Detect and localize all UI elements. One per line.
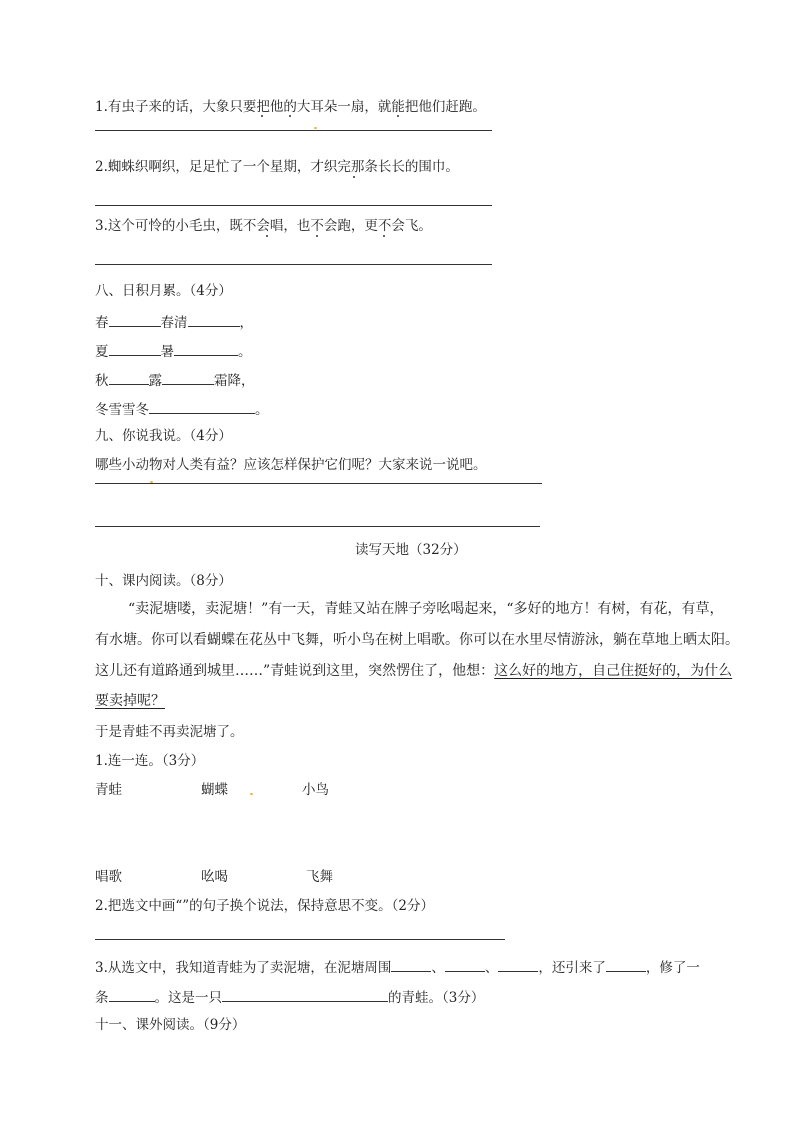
s8-r1b: 春清: [160, 315, 188, 331]
answer-line[interactable]: [95, 939, 505, 940]
fill-blank[interactable]: [188, 312, 240, 327]
s10-q4-c: 的青蛙。（3分）: [388, 990, 485, 1006]
fill-blank[interactable]: [222, 987, 388, 1002]
separator: 、: [431, 960, 445, 976]
s8-r4b: 。: [255, 402, 269, 418]
s10-q3-a: 3.从选文中，我知道青蛙为了卖泥塘，在泥塘周围: [95, 960, 392, 976]
s8-r2a: 夏: [95, 344, 109, 360]
emphasis-dot: [353, 176, 355, 178]
fill-blank[interactable]: [149, 399, 255, 414]
s8-r2b: 暑: [160, 344, 174, 360]
fill-blank[interactable]: [391, 957, 431, 972]
s8-row4: [95, 399, 269, 419]
match-top-word-3[interactable]: 小鸟: [302, 782, 329, 798]
fill-blank[interactable]: [109, 370, 149, 385]
fill-blank[interactable]: [109, 312, 161, 327]
speck: [150, 481, 153, 483]
s8-row1: [95, 312, 253, 332]
separator: 、: [484, 960, 499, 976]
speck: [314, 127, 317, 129]
s10-q3-c: ，修了一: [645, 960, 700, 976]
s8-row2: [95, 341, 252, 361]
underlined-sentence-part-1: 这么好的地方，自己住挺好的，为什么: [494, 663, 733, 679]
s10-q1-title: 1.连一连。（3分）: [95, 753, 205, 769]
s8-r4a: 冬雪雪冬: [95, 402, 149, 418]
passage-line-2: 有水塘。你可以看蝴蝶在花丛中飞舞，听小鸟在树上唱歌。你可以在水里尽情游泳，躺在草地上晒太阳。: [95, 632, 739, 648]
s10-q2: 2.把选文中画“”的句子换个说法，保持意思不变。（2分）: [95, 898, 435, 914]
emphasis-dot: [261, 115, 263, 117]
speck: [250, 793, 253, 795]
match-top-word-2[interactable]: 蝴蝶: [201, 782, 228, 798]
s8-r3a: 秋: [95, 373, 109, 389]
passage-line-3-plain: 这儿还有道路通到城里……”青蛙说到这里，突然愣住了，他想：: [95, 663, 495, 679]
s8-r1a: 春: [95, 315, 109, 331]
answer-line[interactable]: [95, 526, 540, 527]
s10-q4-a: 条: [95, 990, 109, 1006]
section-header: 读写天地（32分）: [355, 542, 467, 558]
s11-title: 十一、课外阅读。（9分）: [95, 1017, 246, 1033]
match-bottom-word-3[interactable]: 飞舞: [306, 869, 333, 885]
answer-line[interactable]: [95, 130, 492, 131]
fill-blank[interactable]: [498, 957, 538, 972]
s9-prompt: 哪些小动物对人类有益？应该怎样保护它们呢？大家来说一说吧。: [95, 457, 487, 473]
match-bottom-word-1[interactable]: 唱歌: [95, 869, 122, 885]
s7-q3: 3.这个可怜的小毛虫，既不会唱，也不会跑，更不会飞。: [95, 218, 432, 234]
s8-title: 八、日积月累。（4分）: [95, 283, 232, 299]
s10-q3-line1: [95, 957, 700, 977]
s8-r3c: 霜降，: [214, 373, 255, 389]
passage-line-3: [95, 662, 732, 680]
answer-line[interactable]: [95, 264, 492, 265]
s7-q2: 2.蜘蛛织啊织，足足忙了一个星期，才织完那条长长的围巾。: [95, 159, 459, 175]
fill-blank[interactable]: [109, 341, 161, 356]
emphasis-dot: [383, 235, 385, 237]
fill-blank[interactable]: [606, 957, 646, 972]
s8-row3: [95, 370, 255, 390]
s10-q3-line2: [95, 987, 484, 1007]
s8-r2c: 。: [238, 344, 252, 360]
s8-r3b: 露: [148, 373, 162, 389]
answer-line[interactable]: [95, 205, 492, 206]
underlined-sentence-part-2: 要卖掉呢？: [95, 693, 165, 709]
passage-line-5: 于是青蛙不再卖泥塘了。: [95, 724, 244, 740]
s8-r1c: ，: [239, 315, 253, 331]
emphasis-dot: [397, 115, 399, 117]
match-top-word-1[interactable]: 青蛙: [95, 782, 122, 798]
passage-line-4: [95, 692, 165, 710]
fill-blank[interactable]: [445, 957, 485, 972]
emphasis-dot: [266, 235, 268, 237]
fill-blank[interactable]: [174, 341, 238, 356]
emphasis-dot: [289, 115, 291, 117]
fill-blank[interactable]: [109, 987, 155, 1002]
passage-line-1: “卖泥塘喽，卖泥塘！”有一天，青蛙又站在牌子旁吆喝起来，“多好的地方！有树，有花，有草，: [128, 601, 724, 617]
match-bottom-word-2[interactable]: 吆喝: [201, 869, 228, 885]
answer-line[interactable]: [95, 483, 542, 484]
s10-title: 十、课内阅读。（8分）: [95, 573, 232, 589]
fill-blank[interactable]: [162, 370, 214, 385]
s9-title: 九、你说我说。（4分）: [95, 428, 232, 444]
s7-q1: 1.有虫子来的话，大象只要把他的大耳朵一扇，就能把他们赶跑。: [95, 99, 486, 115]
emphasis-dot: [316, 235, 318, 237]
s10-q4-b: 。这是一只: [154, 990, 222, 1006]
s10-q3-b: ，还引来了: [538, 960, 606, 976]
